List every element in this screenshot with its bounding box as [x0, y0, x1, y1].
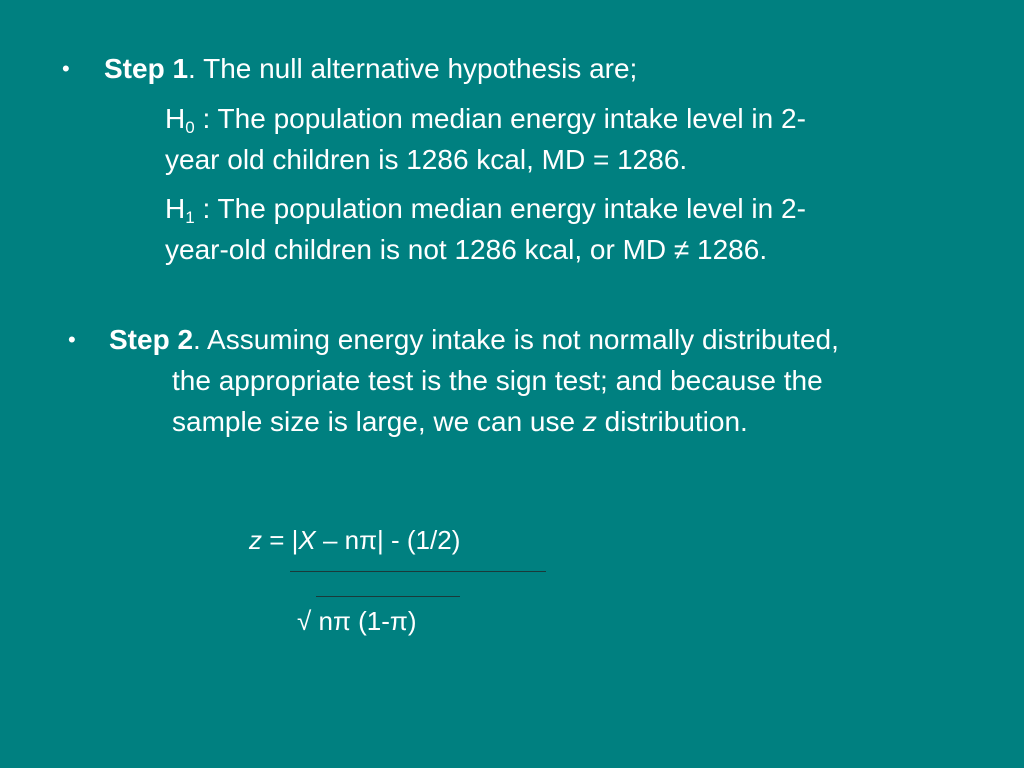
h0-symbol: H: [165, 103, 186, 134]
step1-bullet: •: [62, 56, 70, 81]
formula-lhs-eq: = |: [262, 525, 299, 555]
step2-title: Step 2: [109, 324, 194, 355]
step1-intro: . The null alternative hypothesis are;: [188, 53, 638, 84]
step2-line3-after: distribution.: [596, 406, 748, 437]
h0-line2: year old children is 1286 kcal, MD = 1286.: [165, 144, 688, 175]
h1-symbol: H: [165, 193, 186, 224]
h1-text-line1: : The population median energy intake level in 2-: [194, 193, 806, 224]
step2-bullet: •: [68, 327, 76, 352]
step1-title: Step 1: [104, 53, 189, 84]
step2-line3-italic: z: [582, 406, 597, 437]
fraction-bar: [290, 571, 546, 572]
step2-text-line1: . Assuming energy intake is not normally distributed,: [193, 324, 839, 355]
formula-numerator: [249, 524, 460, 556]
step2-line2: the appropriate test is the sign test; and because the: [172, 365, 823, 396]
h0-text-line1: : The population median energy intake level in 2-: [194, 103, 806, 134]
formula-denominator: √ nπ (1-π): [297, 606, 417, 636]
h1-line1: [165, 192, 806, 226]
step2-line1: [109, 323, 839, 357]
h1-subscript: 1: [185, 208, 195, 227]
formula-numerator-var: X: [298, 525, 316, 555]
sqrt-overline: [316, 596, 460, 597]
h0-line1: [165, 102, 806, 136]
formula-lhs-var: z: [249, 525, 262, 555]
step2-line3: [172, 405, 748, 439]
h1-line2: year-old children is not 1286 kcal, or MD ≠ 1286.: [165, 234, 768, 265]
step1-heading: [104, 52, 637, 86]
step2-line3-before: sample size is large, we can use: [172, 406, 583, 437]
formula-numerator-rest: – nπ| - (1/2): [315, 525, 461, 555]
h0-subscript: 0: [185, 118, 195, 137]
